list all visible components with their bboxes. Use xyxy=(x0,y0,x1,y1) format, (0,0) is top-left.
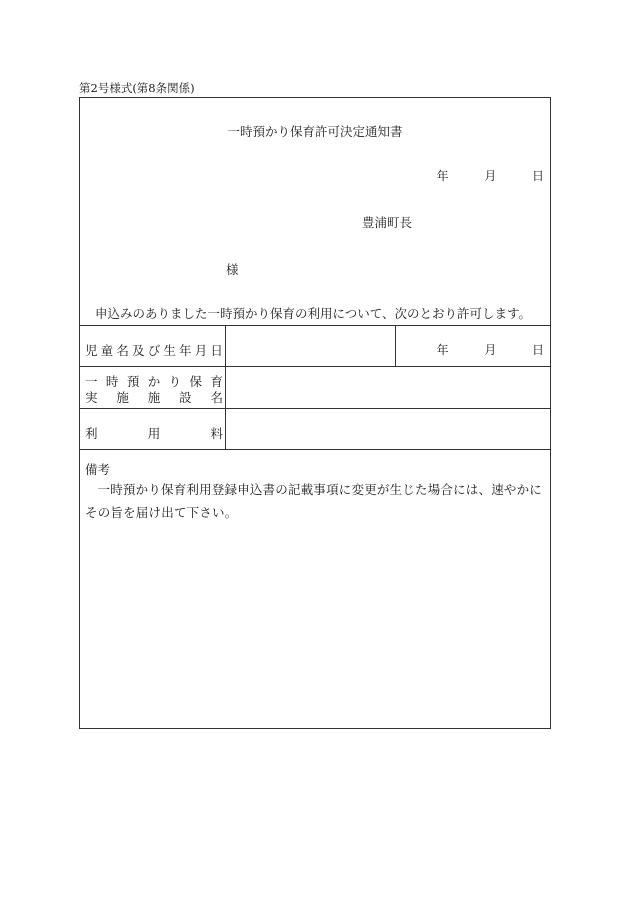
day-label: 日 xyxy=(531,343,544,357)
issue-date xyxy=(437,167,544,184)
month-label: 月 xyxy=(484,169,497,183)
birthdate-fields xyxy=(437,341,544,358)
remarks-heading: 備考 xyxy=(85,462,111,477)
date-column-divider xyxy=(395,325,396,366)
remarks-text: 一時預かり保育利用登録申込書の記載事項に変更が生じた場合には、速やかにその旨を届け出て下さい。 xyxy=(85,482,543,520)
year-label: 年 xyxy=(436,343,449,357)
facility-label-line1: 一 時 預 か り 保 育 xyxy=(85,374,223,389)
form-number-label: 第2号様式(第8条関係) xyxy=(79,81,195,95)
document-title: 一時預かり保育許可決定通知書 xyxy=(227,124,403,139)
recipient-honorific: 様 xyxy=(226,262,239,277)
intro-text: 申込みのありました一時預かり保育の利用について、次のとおり許可します。 xyxy=(95,306,532,321)
row-divider-2 xyxy=(80,408,550,409)
row-divider-1 xyxy=(80,366,550,367)
label-column-divider xyxy=(225,325,226,449)
issuer-name: 豊浦町長 xyxy=(362,215,413,230)
table-bottom-line xyxy=(80,449,550,450)
day-label: 日 xyxy=(531,169,544,183)
fee-label: 利 用 料 xyxy=(85,426,223,441)
notice-frame xyxy=(79,97,551,729)
year-label: 年 xyxy=(436,169,449,183)
table-top-line xyxy=(80,325,550,326)
child-name-birthdate-label: 児 童 名 及 び 生 年 月 日 xyxy=(85,343,223,358)
month-label: 月 xyxy=(484,343,497,357)
facility-label-line2: 実 施 施 設 名 xyxy=(85,390,223,405)
